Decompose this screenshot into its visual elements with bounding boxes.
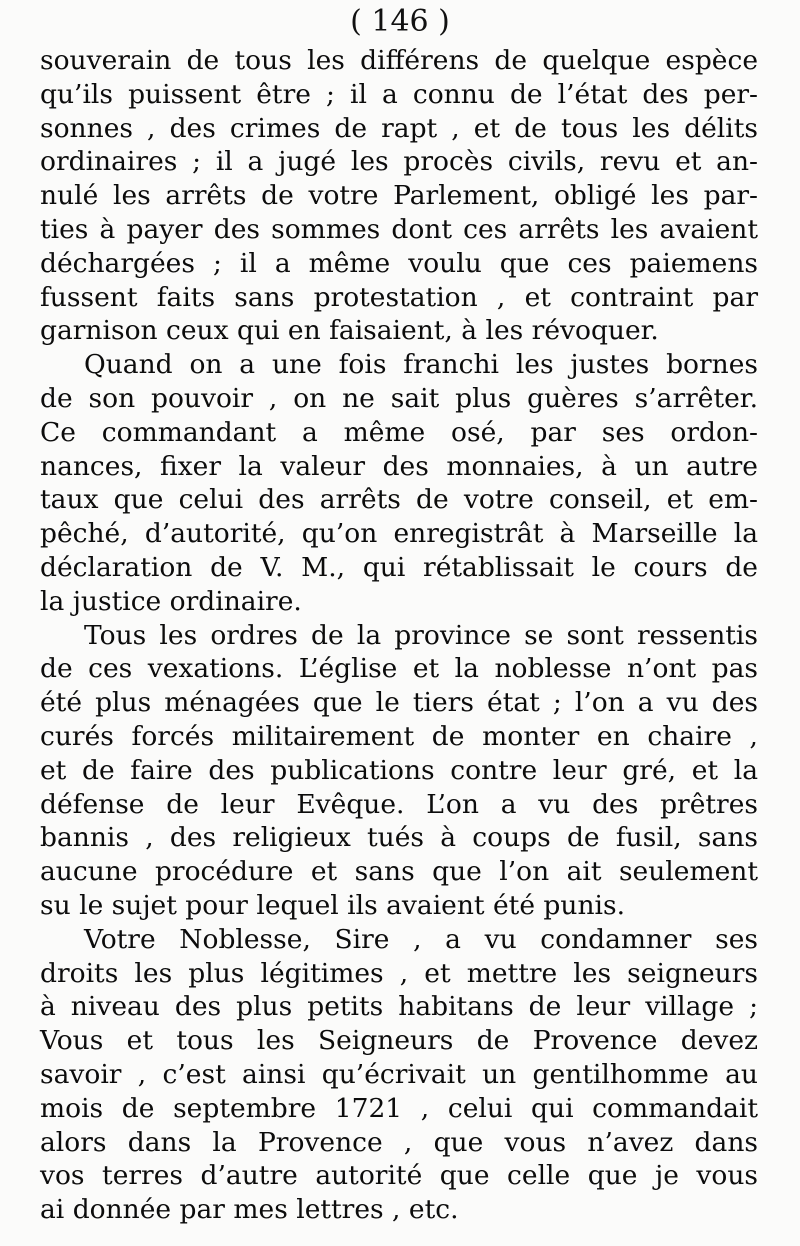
text-line: la justice ordinaire. (40, 585, 302, 617)
text-line: déclaration de V. M., qui rétablissait le cours de (40, 551, 758, 583)
text-line: défense de leur Evêque. L’on a vu des prêtres (40, 788, 758, 820)
text-line: souverain de tous les différens de quelque espèce (40, 45, 758, 76)
text-line: qu’ils puissent être ; il a connu de l’état des per- (40, 78, 758, 110)
text-line: mois de septembre 1721 , celui qui commandait (40, 1092, 758, 1124)
text-line: Vous et tous les Seigneurs de Provence devez (40, 1025, 758, 1057)
text-line: à niveau des plus petits habitans de leur village ; (40, 991, 758, 1023)
text-line: ties à payer des sommes dont ces arrêts les avaient (40, 213, 758, 245)
text-line: nulé les arrêts de votre Parlement, obligé les par- (40, 180, 758, 212)
text-line: curés forcés militairement de monter en chaire , (40, 720, 758, 752)
text-line: su le sujet pour lequel ils avaient été punis. (40, 889, 626, 921)
paragraph (40, 348, 758, 618)
text-line: fussent faits sans protestation , et contraint par (40, 281, 758, 313)
text-line: de son pouvoir , on ne sait plus guères s’arrêter. (40, 382, 758, 414)
text-line: alors dans la Provence , que vous n’avez dans (40, 1126, 758, 1158)
text-line: déchargées ; il a même voulu que ces paiemens (40, 247, 758, 279)
text-line: garnison ceux qui en faisaient, à les révoquer. (40, 315, 659, 347)
page-number: ( 146 ) (350, 4, 450, 39)
text-line: ordinaires ; il a jugé les procès civils, revu et an- (40, 146, 758, 178)
text-line: vos terres d’autre autorité que celle que je vous (40, 1160, 758, 1192)
text-line: nances, fixer la valeur des monnaies, à un autre (40, 450, 758, 482)
paragraph (40, 619, 758, 923)
text-line: droits les plus légitimes , et mettre les seigneurs (40, 957, 758, 989)
paragraph (40, 923, 758, 1227)
text-line: été plus ménagées que le tiers état ; l’on a vu des (40, 687, 758, 719)
text-line: Tous les ordres de la province se sont ressentis (84, 619, 758, 651)
text-line: Votre Noblesse, Sire , a vu condamner ses (84, 923, 758, 955)
text-line: sonnes , des crimes de rapt , et de tous les délits (40, 112, 758, 144)
text-line: bannis , des religieux tués à coups de fusil, sans (40, 822, 758, 854)
paragraph (40, 44, 758, 348)
text-line: Ce commandant a même osé, par ses ordon- (40, 416, 758, 448)
text-line: de ces vexations. L’église et la noblesse n’ont pas (40, 653, 758, 685)
text-line: Quand on a une fois franchi les justes bornes (84, 349, 758, 381)
text-line: et de faire des publications contre leur gré, et la (40, 754, 758, 786)
text-line: taux que celui des arrêts de votre conseil, et em- (40, 484, 758, 516)
body-text (40, 44, 758, 1227)
text-line: savoir , c’est ainsi qu’écrivait un gentilhomme au (40, 1058, 758, 1090)
text-line: ai donnée par mes lettres , etc. (40, 1194, 459, 1226)
text-line: aucune procédure et sans que l’on ait seulement (40, 856, 758, 888)
text-line: pêché, d’autorité, qu’on enregistrât à Marseille la (40, 518, 758, 550)
